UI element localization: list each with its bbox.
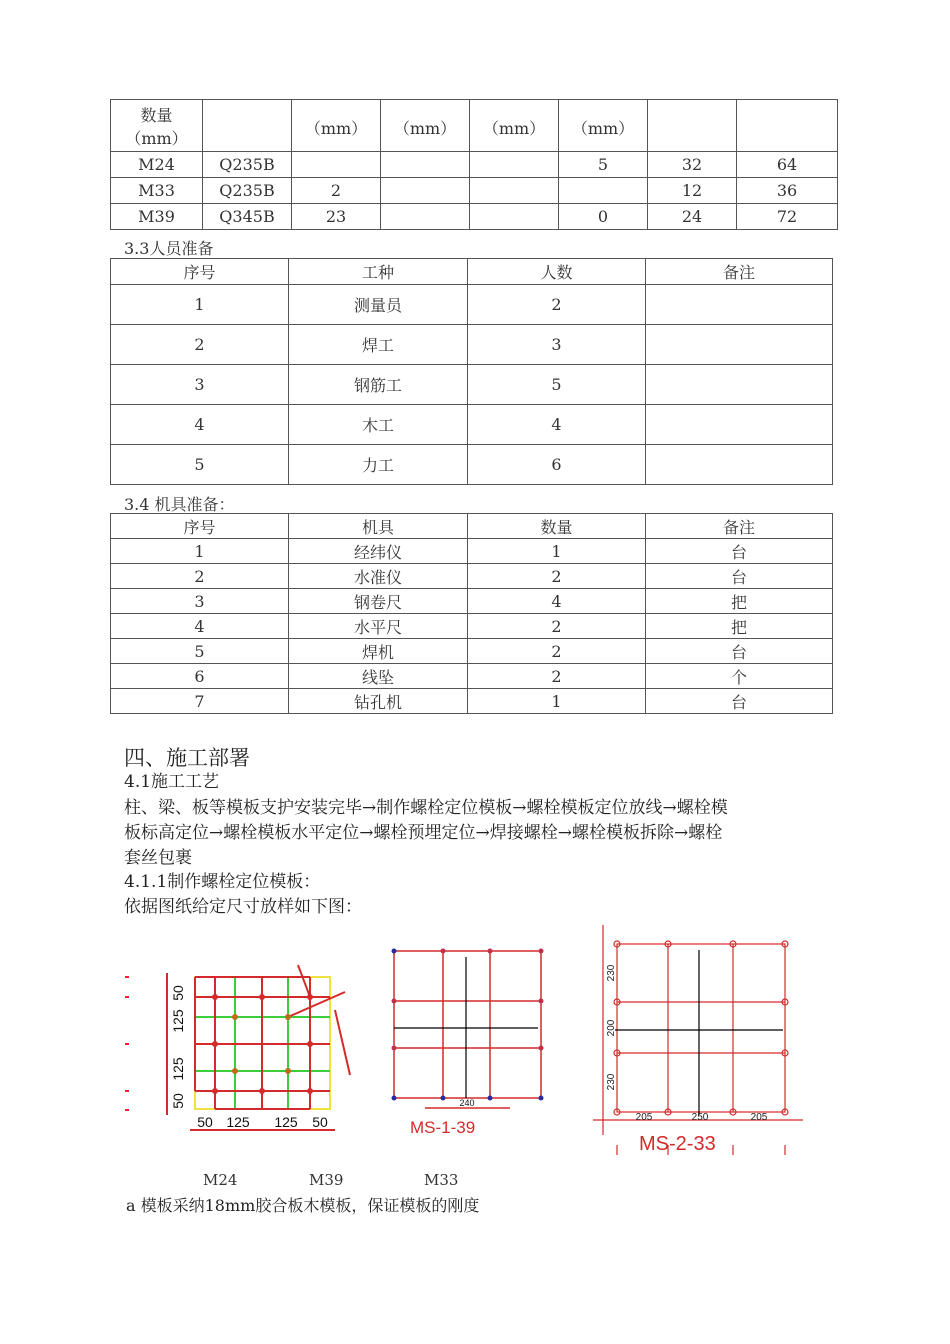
svg-text:125: 125 xyxy=(226,1114,250,1130)
header-cell: （mm） xyxy=(559,100,648,152)
header-cell xyxy=(737,100,838,152)
cell xyxy=(381,204,470,230)
header-cell: 序号 xyxy=(111,259,289,285)
svg-text:50: 50 xyxy=(197,1114,213,1130)
header-cell: 机具 xyxy=(289,514,468,539)
header-cell: 备注 xyxy=(646,259,833,285)
table-row xyxy=(111,445,833,485)
cell: Q345B xyxy=(203,204,292,230)
cell: Q235B xyxy=(203,152,292,178)
cell: 1 xyxy=(111,539,289,564)
cell: M24 xyxy=(111,152,203,178)
table-header-row xyxy=(111,514,833,539)
figure-caption: M24 xyxy=(203,1171,238,1189)
cell: 4 xyxy=(111,614,289,639)
cell: 5 xyxy=(111,445,289,485)
cell: 4 xyxy=(111,405,289,445)
cell: 1 xyxy=(111,285,289,325)
table-row xyxy=(111,152,838,178)
svg-text:50: 50 xyxy=(312,1114,328,1130)
cell: 2 xyxy=(468,285,646,325)
cell: 32 xyxy=(648,152,737,178)
cell: 台 xyxy=(646,564,833,589)
process-text-line: 柱、梁、板等模板支护安装完毕→制作螺栓定位模板→螺栓模板定位放线→螺栓模 xyxy=(124,798,728,818)
svg-text:240: 240 xyxy=(459,1098,475,1108)
personnel-table xyxy=(110,258,833,485)
cell: Q235B xyxy=(203,178,292,204)
header-cell: （mm） xyxy=(381,100,470,152)
table-row xyxy=(111,178,838,204)
table-row xyxy=(111,365,833,405)
cell: 3 xyxy=(111,365,289,405)
cell: 6 xyxy=(111,664,289,689)
section-title-equipment: 3.4 机具准备： xyxy=(124,495,235,514)
cell: 5 xyxy=(111,639,289,664)
cell: 3 xyxy=(468,325,646,365)
cell: 2 xyxy=(292,178,381,204)
table-header-row xyxy=(111,259,833,285)
header-cell: 序号 xyxy=(111,514,289,539)
section-title-personnel: 3.3人员准备 xyxy=(124,239,214,258)
cell xyxy=(646,285,833,325)
header-cell: 人数 xyxy=(468,259,646,285)
ms-1-39-template-drawing xyxy=(380,935,560,1145)
svg-text:205: 205 xyxy=(635,1112,653,1123)
cell: 把 xyxy=(646,614,833,639)
cell xyxy=(646,365,833,405)
cell: 4 xyxy=(468,589,646,614)
table-row xyxy=(111,564,833,589)
cell: 1 xyxy=(468,539,646,564)
cell: 2 xyxy=(468,564,646,589)
header-cell xyxy=(648,100,737,152)
note-a: a 模板采纳18mm胶合板木模板，保证模板的刚度 xyxy=(126,1196,480,1215)
cell: 5 xyxy=(559,152,648,178)
svg-text:250: 250 xyxy=(691,1112,709,1123)
svg-text:200: 200 xyxy=(606,1019,617,1037)
cell xyxy=(381,178,470,204)
table-row xyxy=(111,539,833,564)
table-row xyxy=(111,589,833,614)
cell xyxy=(646,445,833,485)
cell xyxy=(646,405,833,445)
svg-text:230: 230 xyxy=(606,1073,617,1091)
figure-caption: M33 xyxy=(424,1171,459,1189)
intro-text: 依据图纸给定尺寸放样如下图： xyxy=(124,897,362,917)
cell: 水准仪 xyxy=(289,564,468,589)
cell: 36 xyxy=(737,178,838,204)
cell: 72 xyxy=(737,204,838,230)
header-cell: （mm） xyxy=(470,100,559,152)
section-heading: 四、施工部署 xyxy=(124,746,250,770)
cell: 木工 xyxy=(289,405,468,445)
equipment-table xyxy=(110,513,833,714)
svg-text:MS-1-39: MS-1-39 xyxy=(410,1118,476,1137)
cell: 个 xyxy=(646,664,833,689)
cell xyxy=(470,178,559,204)
svg-text:205: 205 xyxy=(750,1112,768,1123)
svg-text:50: 50 xyxy=(170,985,186,1001)
cell: 1 xyxy=(468,689,646,714)
cell: 线坠 xyxy=(289,664,468,689)
cell: 水平尺 xyxy=(289,614,468,639)
cell xyxy=(559,178,648,204)
cell: 2 xyxy=(111,325,289,365)
header-cell: （mm） xyxy=(292,100,381,152)
subsection-title: 4.1施工工艺 xyxy=(124,772,220,792)
cell xyxy=(381,152,470,178)
table-row xyxy=(111,664,833,689)
cell: 焊机 xyxy=(289,639,468,664)
svg-text:230: 230 xyxy=(606,964,617,982)
cell: 4 xyxy=(468,405,646,445)
cell: 钢筋工 xyxy=(289,365,468,405)
table-row xyxy=(111,639,833,664)
cell: 经纬仪 xyxy=(289,539,468,564)
cell: 2 xyxy=(468,639,646,664)
table-row xyxy=(111,285,833,325)
cell: 2 xyxy=(111,564,289,589)
m24-template-drawing xyxy=(115,955,365,1165)
cell xyxy=(292,152,381,178)
svg-text:50: 50 xyxy=(170,1093,186,1109)
svg-text:125: 125 xyxy=(170,1009,186,1033)
cell: 2 xyxy=(468,664,646,689)
cell: 3 xyxy=(111,589,289,614)
header-cell: 数量 （mm） xyxy=(111,100,203,152)
cell: 7 xyxy=(111,689,289,714)
table-row xyxy=(111,204,838,230)
svg-text:125: 125 xyxy=(274,1114,298,1130)
cell: 测量员 xyxy=(289,285,468,325)
process-text-line: 板标高定位→螺栓模板水平定位→螺栓预埋定位→焊接螺栓→螺栓模板拆除→螺栓 xyxy=(124,823,723,843)
cell: 把 xyxy=(646,589,833,614)
cell: 0 xyxy=(559,204,648,230)
cell: 24 xyxy=(648,204,737,230)
table-row xyxy=(111,689,833,714)
cell: 2 xyxy=(468,614,646,639)
cell: 焊工 xyxy=(289,325,468,365)
cell: 64 xyxy=(737,152,838,178)
cell: M33 xyxy=(111,178,203,204)
table-row xyxy=(111,614,833,639)
table-row xyxy=(111,405,833,445)
header-cell: 工种 xyxy=(289,259,468,285)
cell xyxy=(646,325,833,365)
figure-caption: M39 xyxy=(309,1171,344,1189)
svg-text:MS-2-33: MS-2-33 xyxy=(639,1133,716,1155)
header-cell: 备注 xyxy=(646,514,833,539)
process-text-line: 套丝包裹 xyxy=(124,848,192,868)
cell: M39 xyxy=(111,204,203,230)
cell: 台 xyxy=(646,539,833,564)
cell xyxy=(470,204,559,230)
cell: 6 xyxy=(468,445,646,485)
cell: 5 xyxy=(468,365,646,405)
cell: 台 xyxy=(646,689,833,714)
cell: 台 xyxy=(646,639,833,664)
table-row xyxy=(111,325,833,365)
cell: 钻孔机 xyxy=(289,689,468,714)
header-cell xyxy=(203,100,292,152)
cell xyxy=(470,152,559,178)
header-cell: 数量 xyxy=(468,514,646,539)
cell: 钢卷尺 xyxy=(289,589,468,614)
cell: 力工 xyxy=(289,445,468,485)
cell: 23 xyxy=(292,204,381,230)
ms-2-33-template-drawing xyxy=(585,920,805,1165)
subsection-title: 4.1.1制作螺栓定位模板： xyxy=(124,872,321,892)
svg-text:125: 125 xyxy=(170,1057,186,1081)
bolt-spec-table xyxy=(110,99,838,230)
bolt-table-header xyxy=(111,100,838,152)
cell: 12 xyxy=(648,178,737,204)
